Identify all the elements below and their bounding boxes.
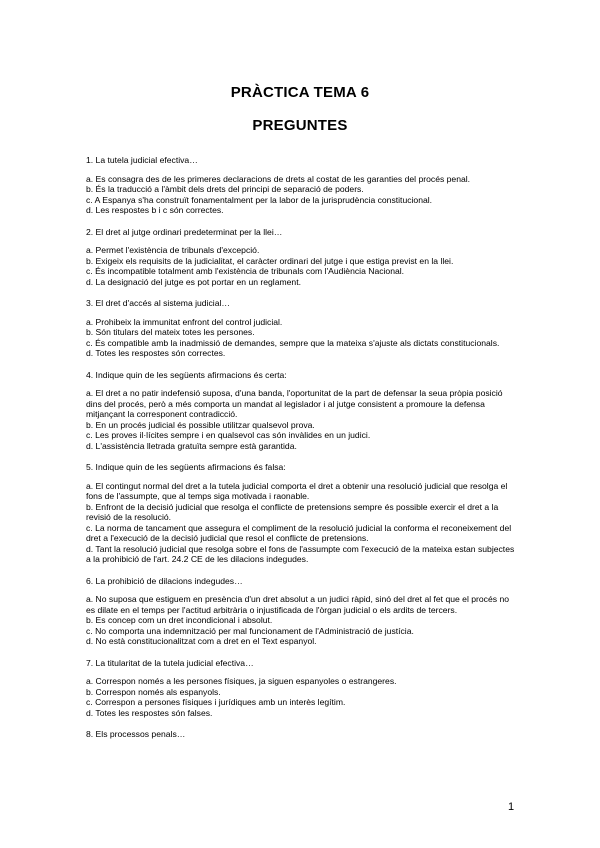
- option-c: c. La norma de tancament que assegura el compliment de la resolució judicial la conforma el reconeixement del dret a l'execució de la decisió judicial que resol el conflicte de pretensions.: [86, 522, 512, 543]
- option-b: b. En un procés judicial és possible utilitzar qualsevol prova.: [86, 419, 315, 430]
- options-list: [86, 245, 518, 287]
- option-b: b. Correspon només als espanyols.: [86, 686, 221, 697]
- question-3: [86, 298, 518, 359]
- options-list: [86, 174, 518, 216]
- question-2: [86, 227, 518, 288]
- question-text: 6. La prohibició de dilacions indegudes…: [86, 575, 243, 586]
- questions-list: [86, 144, 518, 740]
- option-a: a. No suposa que estiguem en presència d'un dret absolut a un judici ràpid, sinó del dret al fet que el procés no es dilate en el temps per l'actitud arbitrària o injustificada de l'òrgan judicial o els ardits de tercers.: [86, 594, 510, 615]
- option-d: d. Les respostes b i c són correctes.: [86, 205, 224, 215]
- question-text: 1. La tutela judicial efectiva…: [86, 155, 198, 165]
- option-c: c. És compatible amb la inadmissió de demandes, sempre que la mateixa s'ajuste als dictats constitucionals.: [86, 337, 500, 348]
- options-list: [86, 481, 518, 565]
- page-subtitle: PREGUNTES: [252, 117, 348, 134]
- option-c: c. Correspon a persones físiques i jurídiques amb un interès legítim.: [86, 697, 346, 707]
- page-title: PRÀCTICA TEMA 6: [230, 84, 370, 101]
- question-8: [86, 729, 518, 740]
- question-text: 8. Els processos penals…: [86, 729, 186, 739]
- options-list: [86, 317, 518, 359]
- option-b: b. Enfront de la decisió judicial que resolga el conflicte de pretensions sempre és possible exercir el dret a la revisió de la resolució.: [86, 501, 499, 522]
- option-c: c. A Espanya s'ha construït fonamentalment per la labor de la jurisprudència constitucional.: [86, 194, 433, 205]
- option-a: a. Es consagra des de les primeres declaracions de drets al costat de les garanties del procés penal.: [86, 173, 471, 184]
- question-7: [86, 658, 518, 719]
- option-c: c. No comporta una indemnització per mal funcionament de l'Administració de justícia.: [86, 625, 414, 636]
- question-6: [86, 576, 518, 647]
- option-a: a. Correspon només a les persones físiques, ja siguen espanyoles o estrangeres.: [86, 676, 397, 686]
- question-text: 2. El dret al jutge ordinari predeterminat per la llei…: [86, 226, 283, 237]
- page-number: 1: [508, 801, 515, 813]
- option-d: d. No està constitucionalitzat com a dret en el Text espanyol.: [86, 636, 317, 646]
- question-4: [86, 370, 518, 452]
- option-d: d. La designació del jutge es pot portar en un reglament.: [86, 276, 301, 287]
- option-b: b. Són titulars del mateix totes les persones.: [86, 327, 255, 337]
- option-a: a. Permet l'existència de tribunals d'excepció.: [86, 245, 260, 255]
- option-a: a. El contingut normal del dret a la tutela judicial comporta el dret a obtenir una resolució judicial que resolga el fons de l'assumpte, que al temps siga motivada i raonable.: [86, 480, 508, 501]
- option-d: d. Tant la resolució judicial que resolga sobre el fons de l'assumpte com l'execució de la mateixa estan subjectes a la prohibició de l'art. 24.2 CE de les dilacions indegudes.: [86, 543, 515, 564]
- options-list: [86, 388, 518, 451]
- option-d: d. Totes les respostes són correctes.: [86, 348, 226, 358]
- option-a: a. El dret a no patir indefensió suposa, d'una banda, l'oportunitat de la part de defensar la seua pròpia posició dins del procés, però a més comporta un mandat al legislador i al jutge consistent a promoure la defensa mitjançant la corresponent contradicció.: [86, 388, 503, 419]
- question-5: [86, 462, 518, 565]
- question-1: [86, 155, 518, 216]
- question-text: 4. Indique quin de les següents afirmacions és certa:: [86, 369, 287, 380]
- option-a: a. Prohibeix la immunitat enfront del control judicial.: [86, 316, 283, 327]
- question-text: 5. Indique quin de les següents afirmacions és falsa:: [86, 462, 286, 472]
- options-list: [86, 594, 518, 647]
- option-d: d. Totes les respostes són falses.: [86, 707, 213, 718]
- option-d: d. L'assistència lletrada gratuïta sempre està garantida.: [86, 440, 297, 451]
- options-list: [86, 676, 518, 718]
- question-text: 7. La titularitat de la tutela judicial efectiva…: [86, 657, 254, 668]
- option-b: b. Exigeix els requisits de la judicialitat, el caràcter ordinari del jutge i que estiga previst en la llei.: [86, 255, 454, 266]
- option-b: b. Es concep com un dret incondicional i absolut.: [86, 615, 273, 625]
- option-c: c. Les proves il·lícites sempre i en qualsevol cas són invàlides en un judici.: [86, 430, 371, 440]
- option-c: c. És incompatible totalment amb l'existència de tribunals com l'Audiència Nacional.: [86, 266, 405, 276]
- option-b: b. És la traducció a l'àmbit dels drets del principi de separació de poders.: [86, 184, 364, 194]
- question-text: 3. El dret d'accés al sistema judicial…: [86, 298, 230, 308]
